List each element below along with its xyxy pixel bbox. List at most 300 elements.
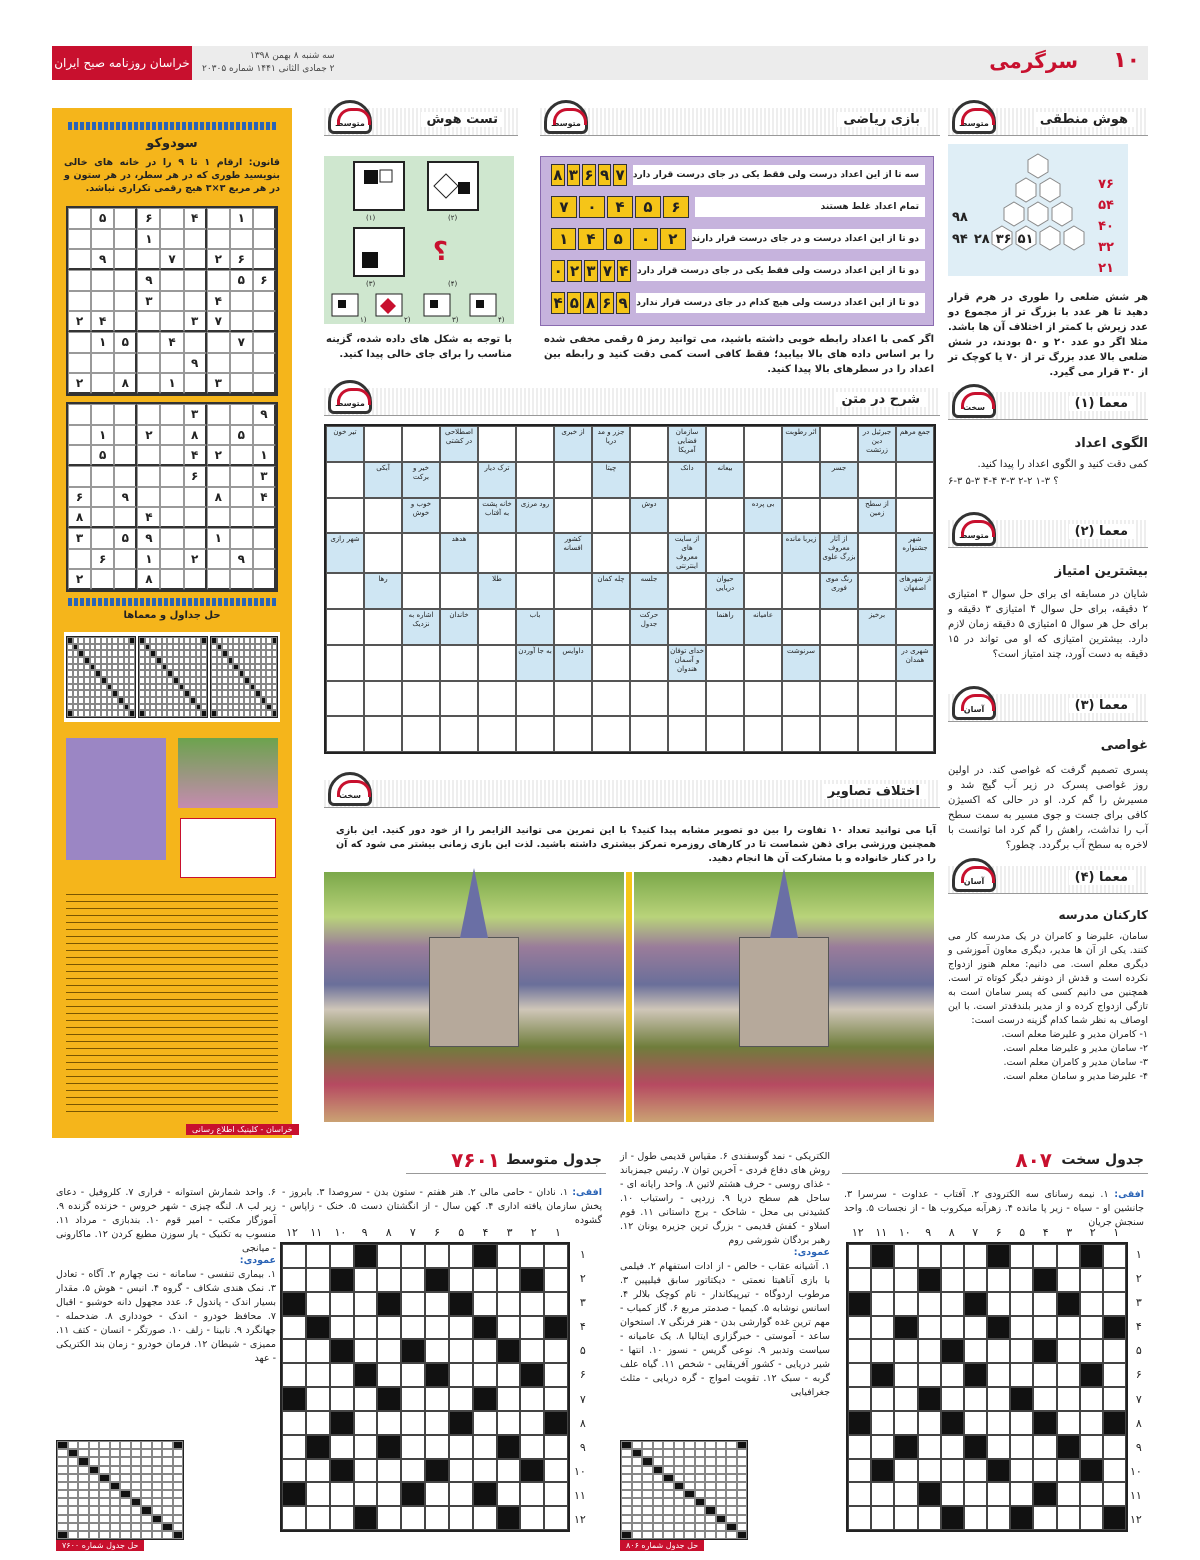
crossword-cell[interactable] (554, 716, 592, 752)
sudoku-cell[interactable] (114, 291, 137, 312)
crossword-cell[interactable] (516, 426, 554, 462)
crossword-cell[interactable] (744, 681, 782, 717)
crossword-cell[interactable] (1103, 1459, 1126, 1483)
crossword-cell[interactable] (1103, 1387, 1126, 1411)
crossword-cell[interactable] (668, 716, 706, 752)
crossword-cell[interactable] (1010, 1292, 1033, 1316)
crossword-cell[interactable] (894, 1387, 917, 1411)
crossword-cell[interactable] (326, 573, 364, 609)
crossword-cell[interactable] (964, 1244, 987, 1268)
sudoku-cell[interactable] (91, 528, 114, 549)
crossword-cell[interactable] (401, 1459, 425, 1483)
crossword-cell[interactable] (782, 498, 820, 534)
sudoku-cell[interactable]: ۶ (184, 466, 207, 487)
crossword-cell[interactable] (706, 498, 744, 534)
sudoku-cell[interactable] (160, 445, 183, 466)
crossword-cell[interactable] (744, 645, 782, 681)
sudoku-cell[interactable] (230, 404, 253, 425)
crossword-cell[interactable] (354, 1316, 378, 1340)
sudoku-cell[interactable] (253, 507, 276, 528)
crossword-cell[interactable] (1010, 1244, 1033, 1268)
crossword-cell[interactable] (744, 426, 782, 462)
sudoku-cell[interactable]: ۳ (68, 528, 91, 549)
sudoku-cell[interactable] (68, 270, 91, 291)
crossword-cell[interactable] (425, 1387, 449, 1411)
crossword-cell[interactable] (744, 573, 782, 609)
crossword-cell[interactable] (402, 645, 440, 681)
crossword-cell[interactable] (330, 1363, 354, 1387)
sudoku-cell[interactable]: ۵ (114, 528, 137, 549)
crossword-cell[interactable] (941, 1244, 964, 1268)
crossword-cell[interactable] (941, 1387, 964, 1411)
sudoku-cell[interactable] (253, 332, 276, 353)
crossword-cell[interactable] (478, 426, 516, 462)
crossword-cell[interactable] (871, 1339, 894, 1363)
crossword-cell[interactable] (941, 1459, 964, 1483)
sudoku-cell[interactable] (253, 249, 276, 270)
crossword-cell[interactable] (544, 1244, 568, 1268)
crossword-cell[interactable] (871, 1316, 894, 1340)
crossword-cell[interactable] (516, 462, 554, 498)
sudoku-cell[interactable] (160, 208, 183, 229)
crossword-cell[interactable] (941, 1268, 964, 1292)
sudoku-cell[interactable] (91, 569, 114, 590)
crossword-cell[interactable] (544, 1482, 568, 1506)
crossword-cell[interactable] (1080, 1482, 1103, 1506)
crossword-cell[interactable] (544, 1387, 568, 1411)
crossword-cell[interactable] (858, 681, 896, 717)
crossword-cell[interactable] (858, 716, 896, 752)
crossword-cell[interactable] (592, 716, 630, 752)
sudoku-cell[interactable]: ۶ (253, 270, 276, 291)
crossword-cell[interactable] (871, 1506, 894, 1530)
sudoku-cell[interactable]: ۴ (253, 487, 276, 508)
sudoku-cell[interactable] (91, 353, 114, 374)
crossword-cell[interactable] (425, 1411, 449, 1435)
sudoku-cell[interactable] (253, 528, 276, 549)
crossword-cell[interactable] (554, 681, 592, 717)
crossword-cell[interactable] (402, 681, 440, 717)
crossword-cell[interactable] (1080, 1506, 1103, 1530)
crossword-cell[interactable] (326, 462, 364, 498)
sudoku-cell[interactable]: ۲ (68, 311, 91, 332)
sudoku-cell[interactable] (68, 425, 91, 446)
sudoku-cell[interactable]: ۳ (253, 466, 276, 487)
sudoku-cell[interactable]: ۳ (207, 373, 230, 394)
sudoku-cell[interactable] (137, 373, 160, 394)
crossword-cell[interactable] (306, 1459, 330, 1483)
crossword-cell[interactable] (449, 1268, 473, 1292)
crossword-cell[interactable] (520, 1387, 544, 1411)
crossword-cell[interactable] (592, 681, 630, 717)
sudoku-cell[interactable] (160, 487, 183, 508)
sudoku-cell[interactable]: ۴ (184, 208, 207, 229)
sudoku-cell[interactable] (207, 270, 230, 291)
crossword-cell[interactable] (440, 645, 478, 681)
crossword-cell[interactable] (941, 1482, 964, 1506)
church-image-left[interactable] (324, 872, 624, 1122)
crossword-cell[interactable] (282, 1459, 306, 1483)
crossword-cell[interactable] (497, 1268, 521, 1292)
crossword-cell[interactable] (330, 1244, 354, 1268)
crossword-cell[interactable] (668, 573, 706, 609)
crossword-cell[interactable] (706, 716, 744, 752)
crossword-cell[interactable] (306, 1387, 330, 1411)
crossword-cell[interactable] (440, 716, 478, 752)
crossword-cell[interactable] (306, 1292, 330, 1316)
crossword-cell[interactable] (1057, 1316, 1080, 1340)
crossword-cell[interactable] (1103, 1363, 1126, 1387)
crossword-cell[interactable] (330, 1387, 354, 1411)
crossword-cell[interactable] (544, 1506, 568, 1530)
hard-crossword-grid[interactable] (846, 1242, 1128, 1532)
crossword-cell[interactable] (1080, 1411, 1103, 1435)
sudoku-cell[interactable] (253, 208, 276, 229)
crossword-cell[interactable] (473, 1268, 497, 1292)
crossword-cell[interactable] (377, 1459, 401, 1483)
sudoku-cell[interactable]: ۱ (253, 445, 276, 466)
crossword-cell[interactable] (987, 1339, 1010, 1363)
crossword-cell[interactable] (401, 1292, 425, 1316)
crossword-cell[interactable] (330, 1316, 354, 1340)
sudoku-cell[interactable] (114, 229, 137, 250)
sudoku-cell[interactable] (160, 353, 183, 374)
crossword-cell[interactable] (554, 609, 592, 645)
crossword-cell[interactable] (449, 1387, 473, 1411)
crossword-cell[interactable] (630, 645, 668, 681)
sudoku-cell[interactable] (114, 549, 137, 570)
crossword-cell[interactable] (1033, 1506, 1056, 1530)
sudoku-cell[interactable] (91, 270, 114, 291)
sudoku-cell[interactable] (184, 487, 207, 508)
crossword-cell[interactable] (354, 1411, 378, 1435)
sudoku-cell[interactable] (230, 373, 253, 394)
crossword-cell[interactable] (425, 1482, 449, 1506)
crossword-cell[interactable] (497, 1387, 521, 1411)
crossword-cell[interactable] (1010, 1411, 1033, 1435)
sudoku-cell[interactable] (207, 208, 230, 229)
crossword-cell[interactable] (1057, 1506, 1080, 1530)
crossword-cell[interactable] (401, 1363, 425, 1387)
crossword-cell[interactable] (896, 498, 934, 534)
crossword-cell[interactable] (364, 609, 402, 645)
crossword-cell[interactable] (848, 1316, 871, 1340)
crossword-cell[interactable] (1033, 1316, 1056, 1340)
sudoku-cell[interactable]: ۵ (230, 270, 253, 291)
crossword-cell[interactable] (782, 609, 820, 645)
crossword-cell[interactable] (894, 1244, 917, 1268)
sudoku-cell[interactable] (253, 311, 276, 332)
crossword-cell[interactable] (377, 1339, 401, 1363)
crossword-cell[interactable] (964, 1506, 987, 1530)
sudoku-cell[interactable] (160, 425, 183, 446)
crossword-cell[interactable] (1080, 1435, 1103, 1459)
crossword-cell[interactable] (354, 1482, 378, 1506)
crossword-cell[interactable] (377, 1506, 401, 1530)
crossword-cell[interactable] (401, 1387, 425, 1411)
crossword-cell[interactable] (478, 533, 516, 573)
sudoku-cell[interactable]: ۲ (184, 549, 207, 570)
sudoku-cell[interactable] (230, 353, 253, 374)
crossword-cell[interactable] (282, 1316, 306, 1340)
sudoku-cell[interactable]: ۶ (230, 249, 253, 270)
sudoku-cell[interactable] (68, 549, 91, 570)
crossword-cell[interactable] (354, 1435, 378, 1459)
crossword-cell[interactable] (987, 1387, 1010, 1411)
sudoku-cell[interactable] (160, 229, 183, 250)
sudoku-cell[interactable] (207, 353, 230, 374)
crossword-cell[interactable] (478, 609, 516, 645)
crossword-cell[interactable] (544, 1459, 568, 1483)
crossword-cell[interactable] (894, 1268, 917, 1292)
sudoku-cell[interactable] (114, 569, 137, 590)
crossword-cell[interactable] (918, 1411, 941, 1435)
crossword-cell[interactable] (964, 1387, 987, 1411)
sudoku-cell[interactable]: ۹ (137, 528, 160, 549)
sudoku-cell[interactable]: ۲ (68, 569, 91, 590)
sudoku-cell[interactable] (160, 549, 183, 570)
crossword-cell[interactable] (941, 1292, 964, 1316)
crossword-cell[interactable] (377, 1363, 401, 1387)
sudoku-cell[interactable] (68, 445, 91, 466)
sudoku-cell[interactable]: ۲ (207, 249, 230, 270)
crossword-cell[interactable] (282, 1411, 306, 1435)
crossword-cell[interactable] (354, 1387, 378, 1411)
sudoku-cell[interactable] (114, 425, 137, 446)
crossword-cell[interactable] (848, 1459, 871, 1483)
crossword-cell[interactable] (918, 1292, 941, 1316)
crossword-cell[interactable] (440, 573, 478, 609)
crossword-cell[interactable] (1057, 1411, 1080, 1435)
sudoku-cell[interactable] (184, 229, 207, 250)
sudoku-grid-2[interactable] (66, 402, 278, 592)
church-image-right[interactable] (634, 872, 934, 1122)
sudoku-cell[interactable]: ۳ (184, 404, 207, 425)
sudoku-cell[interactable]: ۹ (114, 487, 137, 508)
sudoku-cell[interactable] (160, 291, 183, 312)
crossword-cell[interactable] (820, 681, 858, 717)
crossword-cell[interactable] (473, 1339, 497, 1363)
sudoku-cell[interactable]: ۴ (160, 332, 183, 353)
crossword-cell[interactable] (440, 681, 478, 717)
crossword-cell[interactable] (1033, 1435, 1056, 1459)
crossword-cell[interactable] (326, 716, 364, 752)
crossword-cell[interactable] (630, 533, 668, 573)
iq-option[interactable]: (۱ (360, 316, 367, 324)
crossword-cell[interactable] (987, 1482, 1010, 1506)
sudoku-cell[interactable]: ۵ (230, 425, 253, 446)
crossword-cell[interactable] (918, 1435, 941, 1459)
sudoku-cell[interactable] (114, 270, 137, 291)
crossword-cell[interactable] (848, 1506, 871, 1530)
sudoku-cell[interactable] (160, 569, 183, 590)
crossword-cell[interactable] (497, 1292, 521, 1316)
crossword-cell[interactable] (782, 716, 820, 752)
crossword-cell[interactable] (401, 1316, 425, 1340)
crossword-cell[interactable] (592, 533, 630, 573)
crossword-cell[interactable] (377, 1316, 401, 1340)
crossword-cell[interactable] (440, 498, 478, 534)
crossword-cell[interactable] (306, 1506, 330, 1530)
sudoku-cell[interactable] (184, 332, 207, 353)
sudoku-cell[interactable] (207, 507, 230, 528)
sudoku-cell[interactable] (114, 507, 137, 528)
crossword-cell[interactable] (364, 681, 402, 717)
sudoku-cell[interactable] (137, 487, 160, 508)
crossword-cell[interactable] (401, 1244, 425, 1268)
crossword-cell[interactable] (782, 573, 820, 609)
crossword-cell[interactable] (401, 1411, 425, 1435)
sudoku-cell[interactable]: ۸ (114, 373, 137, 394)
crossword-cell[interactable] (706, 533, 744, 573)
crossword-cell[interactable] (364, 498, 402, 534)
crossword-cell[interactable] (282, 1435, 306, 1459)
sudoku-cell[interactable] (230, 466, 253, 487)
crossword-cell[interactable] (377, 1482, 401, 1506)
sudoku-cell[interactable] (253, 353, 276, 374)
crossword-cell[interactable] (987, 1363, 1010, 1387)
crossword-cell[interactable] (820, 498, 858, 534)
sudoku-cell[interactable] (137, 311, 160, 332)
crossword-cell[interactable] (544, 1292, 568, 1316)
sudoku-cell[interactable] (184, 373, 207, 394)
sudoku-cell[interactable] (184, 569, 207, 590)
crossword-cell[interactable] (744, 533, 782, 573)
crossword-cell[interactable] (282, 1268, 306, 1292)
crossword-cell[interactable] (1010, 1363, 1033, 1387)
sudoku-cell[interactable] (68, 404, 91, 425)
sudoku-cell[interactable]: ۷ (230, 332, 253, 353)
crossword-cell[interactable] (516, 533, 554, 573)
sudoku-cell[interactable] (91, 487, 114, 508)
sudoku-cell[interactable] (68, 332, 91, 353)
crossword-cell[interactable] (918, 1506, 941, 1530)
crossword-cell[interactable] (1010, 1316, 1033, 1340)
crossword-cell[interactable] (354, 1339, 378, 1363)
crossword-cell[interactable] (520, 1292, 544, 1316)
sudoku-cell[interactable] (114, 311, 137, 332)
sudoku-cell[interactable] (253, 291, 276, 312)
crossword-cell[interactable] (871, 1411, 894, 1435)
sudoku-cell[interactable] (68, 208, 91, 229)
sudoku-cell[interactable]: ۴ (184, 445, 207, 466)
crossword-cell[interactable] (987, 1292, 1010, 1316)
sudoku-cell[interactable] (68, 229, 91, 250)
crossword-cell[interactable] (330, 1292, 354, 1316)
crossword-cell[interactable] (1103, 1339, 1126, 1363)
crossword-cell[interactable] (894, 1482, 917, 1506)
crossword-cell[interactable] (848, 1482, 871, 1506)
sudoku-cell[interactable] (207, 229, 230, 250)
crossword-cell[interactable] (425, 1292, 449, 1316)
sudoku-cell[interactable]: ۵ (91, 208, 114, 229)
crossword-cell[interactable] (987, 1506, 1010, 1530)
sudoku-cell[interactable]: ۱ (137, 229, 160, 250)
sudoku-cell[interactable] (91, 229, 114, 250)
crossword-cell[interactable] (520, 1411, 544, 1435)
crossword-cell[interactable] (894, 1411, 917, 1435)
sudoku-cell[interactable] (230, 507, 253, 528)
crossword-cell[interactable] (497, 1411, 521, 1435)
sudoku-cell[interactable] (207, 569, 230, 590)
crossword-cell[interactable] (894, 1292, 917, 1316)
sudoku-cell[interactable] (160, 466, 183, 487)
crossword-cell[interactable] (592, 609, 630, 645)
crossword-cell[interactable] (282, 1244, 306, 1268)
crossword-cell[interactable] (1103, 1435, 1126, 1459)
crossword-cell[interactable] (1080, 1316, 1103, 1340)
crossword-cell[interactable] (306, 1244, 330, 1268)
crossword-cell[interactable] (1057, 1268, 1080, 1292)
crossword-cell[interactable] (964, 1482, 987, 1506)
crossword-cell[interactable] (402, 426, 440, 462)
crossword-cell[interactable] (354, 1459, 378, 1483)
crossword-cell[interactable] (449, 1339, 473, 1363)
crossword-cell[interactable] (306, 1363, 330, 1387)
sudoku-cell[interactable] (184, 270, 207, 291)
crossword-cell[interactable] (478, 716, 516, 752)
crossword-cell[interactable] (520, 1316, 544, 1340)
crossword-cell[interactable] (964, 1339, 987, 1363)
crossword-cell[interactable] (449, 1363, 473, 1387)
sudoku-cell[interactable] (137, 404, 160, 425)
crossword-cell[interactable] (871, 1292, 894, 1316)
crossword-cell[interactable] (848, 1339, 871, 1363)
crossword-cell[interactable] (282, 1339, 306, 1363)
crossword-cell[interactable] (918, 1316, 941, 1340)
sudoku-cell[interactable] (160, 528, 183, 549)
sudoku-cell[interactable] (114, 249, 137, 270)
crossword-cell[interactable] (326, 645, 364, 681)
crossword-cell[interactable] (1010, 1435, 1033, 1459)
crossword-cell[interactable] (364, 645, 402, 681)
crossword-cell[interactable] (473, 1435, 497, 1459)
crossword-cell[interactable] (377, 1268, 401, 1292)
crossword-cell[interactable] (354, 1292, 378, 1316)
sudoku-cell[interactable]: ۱ (230, 208, 253, 229)
crossword-cell[interactable] (364, 716, 402, 752)
crossword-cell[interactable] (918, 1244, 941, 1268)
crossword-cell[interactable] (858, 533, 896, 573)
crossword-cell[interactable] (918, 1339, 941, 1363)
crossword-cell[interactable] (377, 1411, 401, 1435)
crossword-cell[interactable] (871, 1387, 894, 1411)
crossword-cell[interactable] (449, 1316, 473, 1340)
crossword-cell[interactable] (330, 1482, 354, 1506)
newspaper-logo[interactable]: خراسان روزنامه صبح ایران (52, 46, 192, 80)
sudoku-cell[interactable] (184, 528, 207, 549)
crossword-cell[interactable] (1057, 1459, 1080, 1483)
sudoku-cell[interactable] (230, 311, 253, 332)
crossword-cell[interactable] (1010, 1339, 1033, 1363)
crossword-cell[interactable] (1057, 1482, 1080, 1506)
sudoku-cell[interactable]: ۴ (137, 507, 160, 528)
sudoku-cell[interactable] (184, 291, 207, 312)
sudoku-cell[interactable] (91, 291, 114, 312)
sudoku-cell[interactable] (230, 569, 253, 590)
crossword-cell[interactable] (706, 426, 744, 462)
crossword-cell[interactable] (330, 1435, 354, 1459)
sudoku-cell[interactable]: ۹ (91, 249, 114, 270)
sudoku-cell[interactable] (68, 466, 91, 487)
sudoku-cell[interactable] (68, 249, 91, 270)
crossword-cell[interactable] (964, 1316, 987, 1340)
crossword-cell[interactable] (1010, 1459, 1033, 1483)
crossword-cell[interactable] (894, 1459, 917, 1483)
sudoku-cell[interactable]: ۳ (137, 291, 160, 312)
crossword-cell[interactable] (744, 462, 782, 498)
sudoku-cell[interactable]: ۴ (207, 291, 230, 312)
